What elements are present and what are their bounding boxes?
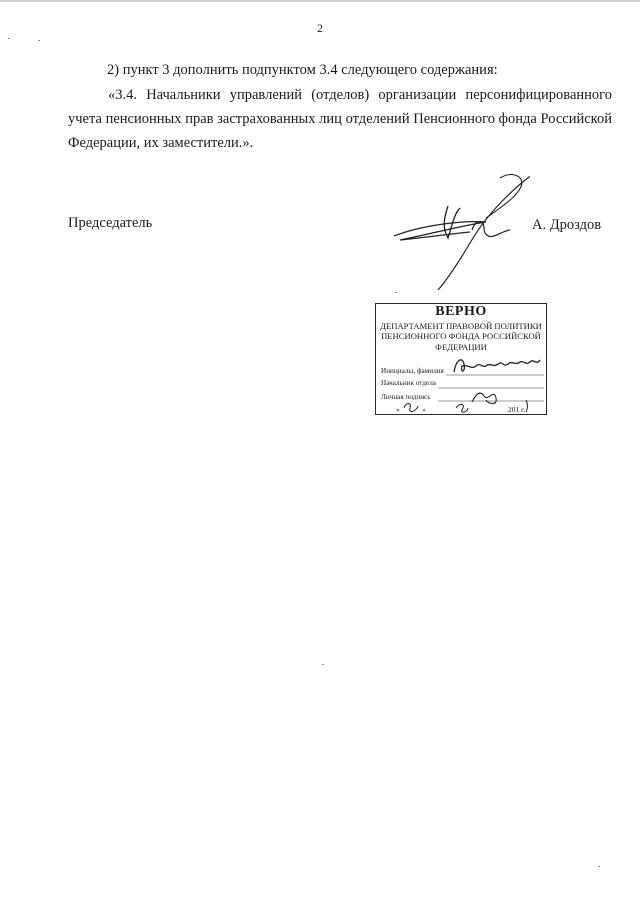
scan-edge-line — [0, 0, 640, 2]
signatory-title: Председатель — [68, 215, 153, 231]
stamp-date-close: » — [422, 405, 426, 414]
scan-speck — [8, 38, 10, 39]
stamp-department: ДЕПАРТАМЕНТ ПРАВОВОЙ ПОЛИТИКИ ПЕНСИОННОГО ФОНДА РОССИЙСКОЙ ФЕДЕРАЦИИ — [380, 321, 542, 352]
stamp-date-open: « — [396, 405, 400, 414]
paragraph-subclause: «3.4. Начальники управлений (отделов) организации персонифицированного учета пенсионных прав застрахованных лиц отделений Пенсионного фонда Российской Федерации, их заместители.». — [68, 87, 612, 151]
scan-speck — [38, 40, 40, 41]
stamp-label-name: Инициалы, фамилия — [381, 367, 444, 375]
scan-speck — [395, 292, 397, 293]
stamp-year: 201 г. — [508, 405, 526, 414]
signatory-name: А. Дроздов — [532, 217, 602, 233]
stamp-title: ВЕРНО — [435, 304, 487, 319]
handwritten-signature — [390, 168, 530, 293]
stamp-handwriting — [376, 304, 548, 416]
stamp-label-signature: Личная подпись — [381, 393, 431, 401]
paragraph-amendment: 2) пункт 3 дополнить подпунктом 3.4 следующего содержания: — [107, 62, 498, 78]
scan-speck — [598, 866, 600, 867]
page-number: 2 — [317, 21, 323, 35]
certification-stamp — [375, 303, 547, 415]
stamp-label-head: Начальник отдела — [381, 379, 436, 387]
scan-speck — [322, 664, 324, 665]
